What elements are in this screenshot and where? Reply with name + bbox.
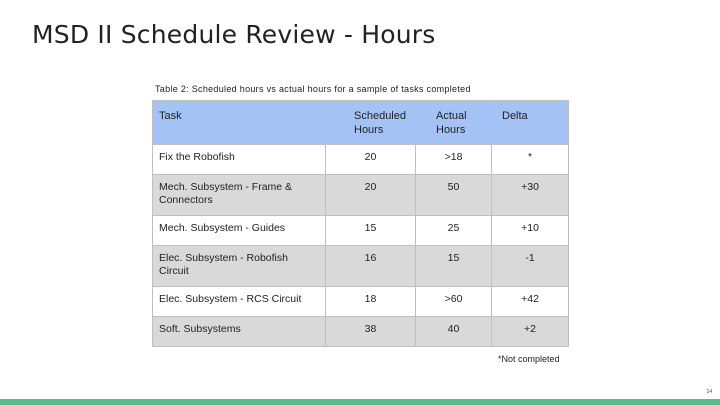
- task-cell: Mech. Subsystem - Frame & Connectors: [153, 175, 326, 216]
- table-footnote: *Not completed: [498, 354, 560, 364]
- scheduled-cell: 15: [326, 216, 416, 246]
- delta-cell: -1: [492, 246, 569, 287]
- slide-title: MSD II Schedule Review - Hours: [32, 20, 436, 49]
- header-task: Task: [153, 101, 326, 145]
- scheduled-cell: 20: [326, 175, 416, 216]
- actual-cell: >60: [416, 287, 492, 317]
- delta-cell: +2: [492, 317, 569, 347]
- actual-cell: 15: [416, 246, 492, 287]
- table-row: [153, 216, 569, 246]
- table-caption: Table 2: Scheduled hours vs actual hours for a sample of tasks completed: [155, 84, 471, 94]
- scheduled-cell: 16: [326, 246, 416, 287]
- delta-cell: +10: [492, 216, 569, 246]
- delta-cell: *: [492, 145, 569, 175]
- table-row: [153, 246, 569, 287]
- delta-cell: +30: [492, 175, 569, 216]
- header-scheduled-hours: Scheduled Hours: [326, 101, 416, 145]
- actual-cell: >18: [416, 145, 492, 175]
- table-row: [153, 287, 569, 317]
- scheduled-cell: 38: [326, 317, 416, 347]
- task-cell: Fix the Robofish: [153, 145, 326, 175]
- actual-cell: 40: [416, 317, 492, 347]
- hours-table: [152, 100, 569, 347]
- table-row: [153, 317, 569, 347]
- page-number: 14: [706, 389, 712, 395]
- header-delta: Delta: [492, 101, 569, 145]
- task-cell: Elec. Subsystem - Robofish Circuit: [153, 246, 326, 287]
- task-cell: Soft. Subsystems: [153, 317, 326, 347]
- accent-bar: [0, 399, 720, 405]
- table-header-row: [153, 101, 569, 145]
- table-row: [153, 145, 569, 175]
- scheduled-cell: 18: [326, 287, 416, 317]
- scheduled-cell: 20: [326, 145, 416, 175]
- table-row: [153, 175, 569, 216]
- task-cell: Mech. Subsystem - Guides: [153, 216, 326, 246]
- actual-cell: 25: [416, 216, 492, 246]
- task-cell: Elec. Subsystem - RCS Circuit: [153, 287, 326, 317]
- delta-cell: +42: [492, 287, 569, 317]
- header-actual-hours: Actual Hours: [416, 101, 492, 145]
- actual-cell: 50: [416, 175, 492, 216]
